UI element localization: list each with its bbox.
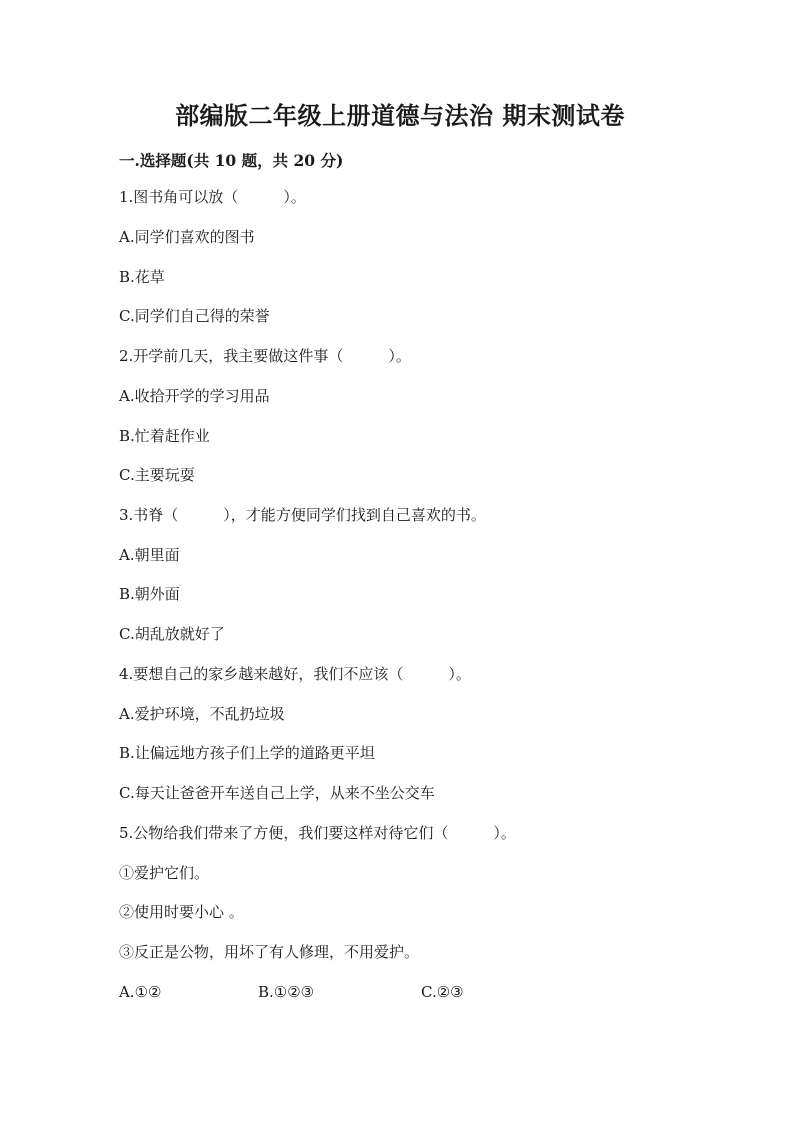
question-5-statement-2: ②使用时要小心 。 — [119, 903, 244, 921]
question-3-option-a: A.朝里面 — [119, 546, 180, 564]
question-5-statement-3: ③反正是公物，用坏了有人修理，不用爱护。 — [119, 943, 420, 961]
question-5-statement-1: ①爱护它们。 — [119, 864, 210, 882]
question-5-option-c: C.②③ — [421, 983, 464, 1001]
page-title: 部编版二年级上册道德与法治 期末测试卷 — [175, 101, 625, 130]
question-2-stem: 2.开学前几天，我主要做这件事（ ）。 — [119, 347, 411, 365]
question-2-option-b: B.忙着赶作业 — [119, 427, 210, 445]
question-4-option-b: B.让偏远地方孩子们上学的道路更平坦 — [119, 744, 375, 762]
question-4-stem: 4.要想自己的家乡越来越好，我们不应该（ ）。 — [119, 665, 471, 683]
question-5-options-row — [119, 982, 719, 1002]
section-heading: 一.选择题(共 10 题，共 20 分) — [119, 151, 344, 170]
question-5-option-b: B.①②③ — [258, 983, 315, 1001]
question-4-option-a: A.爱护环境，不乱扔垃圾 — [119, 705, 285, 723]
question-5-option-a: A.①② — [119, 983, 162, 1001]
question-4-option-c: C.每天让爸爸开车送自己上学，从来不坐公交车 — [119, 784, 435, 802]
question-2-option-a: A.收拾开学的学习用品 — [119, 387, 270, 405]
question-1-stem: 1.图书角可以放（ ）。 — [119, 188, 306, 206]
question-3-option-b: B.朝外面 — [119, 585, 180, 603]
question-5-stem: 5.公物给我们带来了方便，我们要这样对待它们（ ）。 — [119, 824, 516, 842]
question-1-option-a: A.同学们喜欢的图书 — [119, 228, 255, 246]
question-1-option-b: B.花草 — [119, 268, 165, 286]
question-1-option-c: C.同学们自己得的荣誉 — [119, 307, 270, 325]
question-2-option-c: C.主要玩耍 — [119, 466, 195, 484]
question-3-option-c: C.胡乱放就好了 — [119, 625, 225, 643]
question-3-stem: 3.书脊（ ），才能方便同学们找到自己喜欢的书。 — [119, 506, 486, 524]
